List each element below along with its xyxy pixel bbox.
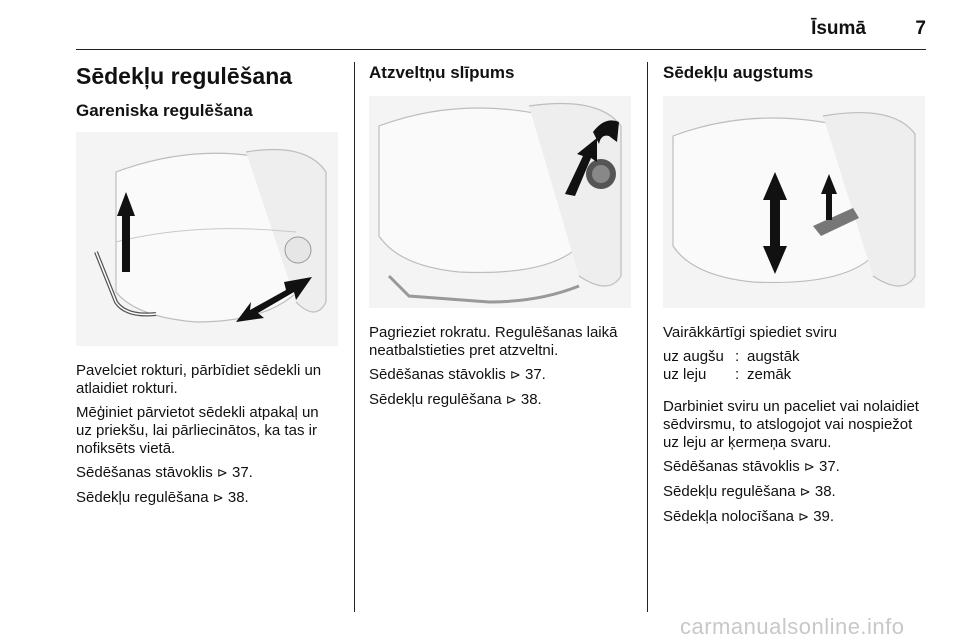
reference-text: Sēdekļa nolocīšana <box>663 508 794 525</box>
table-separator: : <box>735 348 740 365</box>
cross-reference-icon: ⊳ <box>216 466 228 481</box>
cross-reference-icon: ⊳ <box>803 460 815 475</box>
reference-text: Sēdekļu regulēšana <box>663 483 796 500</box>
reference-page: 39. <box>813 508 835 525</box>
seat-height-illustration <box>663 96 925 308</box>
subsection-title-height: Sēdekļu augstums <box>663 63 814 82</box>
subsection-title-fore-aft: Gareniska regulēšana <box>76 101 253 120</box>
reference-text: Sēdēšanas stāvoklis <box>369 366 506 383</box>
column-divider <box>354 62 355 612</box>
lever-direction-table <box>663 348 925 384</box>
cross-reference-icon: ⊳ <box>212 491 224 506</box>
cross-reference-icon: ⊳ <box>799 485 811 500</box>
table-row <box>663 348 925 366</box>
watermark: carmanualsonline.info <box>680 614 905 639</box>
paragraph-height-2: Darbiniet sviru un paceliet vai nolaidiet sēdvirsmu, to atslogojot vai nospiežot uz leju ar ķermeņa svaru. <box>663 398 919 451</box>
cross-reference-icon: ⊳ <box>509 368 521 383</box>
column-2 <box>369 62 631 410</box>
reference-page: 37. <box>232 464 253 481</box>
column-1 <box>76 100 338 508</box>
reference-page: 38. <box>227 489 249 506</box>
reference-text: Sēdēšanas stāvoklis <box>663 458 800 475</box>
header-rule <box>76 49 926 50</box>
table-separator: : <box>735 366 740 383</box>
table-value: augstāk <box>747 348 800 365</box>
reference-page: 37. <box>525 366 546 383</box>
cross-reference-seat-folding[interactable] <box>663 508 925 527</box>
cross-reference-seating-position[interactable] <box>76 464 338 483</box>
table-value: zemāk <box>747 366 792 383</box>
subsection-title-backrest: Atzveltņu slīpums <box>369 63 515 82</box>
table-row <box>663 366 925 384</box>
paragraph-fore-aft-1: Pavelciet rokturi, pārbīdiet sēdekli un atlaidiet rokturi. <box>76 362 322 397</box>
cross-reference-seat-adjustment[interactable] <box>663 483 925 502</box>
reference-text: Sēdēšanas stāvoklis <box>76 464 213 481</box>
cross-reference-seating-position[interactable] <box>663 458 925 477</box>
running-header-section: Īsumā <box>811 18 866 39</box>
reference-page: 38. <box>520 391 542 408</box>
column-3 <box>663 62 925 527</box>
paragraph-height-1: Vairākkārtīgi spiediet sviru <box>663 324 837 341</box>
column-divider <box>647 62 648 612</box>
cross-reference-icon: ⊳ <box>505 393 517 408</box>
backrest-recline-illustration <box>369 96 631 308</box>
paragraph-fore-aft-2: Mēģiniet pārvietot sēdekli atpakaļ un uz priekšu, lai pārliecinātos, ka tas ir nofiksēts vietā. <box>76 404 319 457</box>
paragraph-backrest-1: Pagrieziet rokratu. Regulēšanas laikā neatbalstieties pret atzveltni. <box>369 324 618 359</box>
cross-reference-seat-adjustment[interactable] <box>76 489 338 508</box>
reference-page: 38. <box>814 483 836 500</box>
reference-text: Sēdekļu regulēšana <box>369 391 502 408</box>
page-number: 7 <box>915 18 926 39</box>
table-key: uz leju <box>663 366 707 383</box>
section-title: Sēdekļu regulēšana <box>76 63 293 89</box>
seat-fore-aft-illustration <box>76 132 338 346</box>
cross-reference-seat-adjustment[interactable] <box>369 391 631 410</box>
cross-reference-seating-position[interactable] <box>369 366 631 385</box>
reference-page: 37. <box>819 458 840 475</box>
table-key: uz augšu <box>663 348 724 365</box>
reference-text: Sēdekļu regulēšana <box>76 489 209 506</box>
cross-reference-icon: ⊳ <box>798 510 810 525</box>
